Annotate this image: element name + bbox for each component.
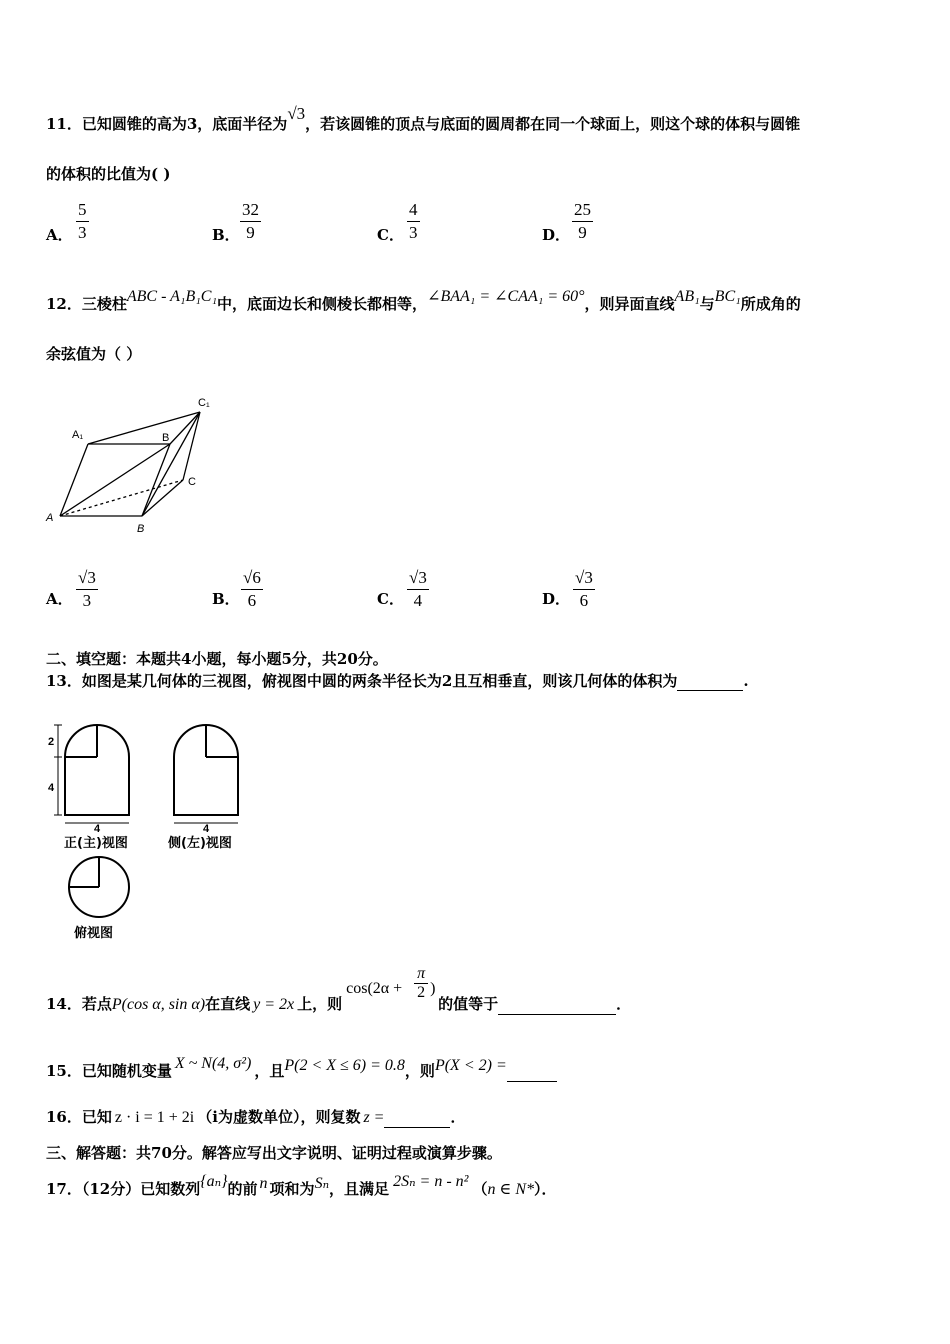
q14-line (46, 965, 632, 1015)
q12-option-b: B． (212, 590, 240, 608)
q17-equation: 2Sₙ = n - n² (393, 1173, 469, 1190)
q15-text-a: 15．已知随机变量 (46, 1062, 172, 1080)
q15-prob2: P(X < 2) = (434, 1057, 507, 1074)
q12-option-d-frac: $\frac{√3}{6}$ (575, 568, 593, 610)
q12-option-a-frac: $\frac{√3}{3}$ (78, 568, 96, 610)
q14-expression: cos(2α + π 2 ) (346, 965, 436, 1001)
q12-mid1: 中，底面边长和侧棱长都相等， (217, 295, 428, 313)
q14-end: ． (616, 995, 632, 1013)
side-view-caption: 侧(左)视图 (168, 836, 232, 851)
q17-text-e: （ (472, 1180, 488, 1198)
q13-end: . (743, 672, 749, 690)
q16-end: ． (450, 1108, 466, 1126)
q14-line-eq: y = 2x (253, 996, 295, 1013)
q11-option-a: A． (46, 226, 73, 244)
q11-option-c-frac: $\frac{4}{3}$ (409, 200, 418, 242)
q11-option-d-frac: $\frac{25}{9}$ (574, 200, 591, 242)
q11-option-c: C． (377, 226, 404, 244)
q11-option-b: B． (212, 226, 240, 244)
q14-text-a: 14．若点 (46, 995, 112, 1013)
dim-label-4-front: 4 (94, 823, 101, 835)
q12-mid2: ，则异面直线 (584, 295, 675, 313)
q15-distribution: X ~ N(4, σ²) (174, 1055, 252, 1072)
dim-label-4-side: 4 (203, 823, 210, 835)
three-view-figure (44, 715, 254, 945)
q15-text-b: ，且 (254, 1062, 285, 1080)
q13-text: 13．如图是某几何体的三视图，俯视图中圆的两条半径长为2且互相垂直，则该几何体的体积为 (46, 672, 678, 690)
q14-text-c: 上，则 (297, 995, 343, 1013)
q12-angle: ∠BAA₁ = ∠CAA₁ = 60° (427, 288, 585, 305)
q14-text-d: 的值等于 (438, 995, 499, 1013)
q12-ab1: AB₁ (674, 288, 700, 305)
q12-line1 (46, 288, 801, 315)
q11-option-d: D． (542, 226, 571, 244)
section-fill-in-heading: 二、填空题：本题共4小题，每小题5分，共20分。 (46, 650, 388, 668)
q11-text-a: 11．已知圆锥的高为3，底面半径为 (46, 115, 288, 133)
prism-label-a: A (46, 512, 54, 524)
q17-condition: n ∈ N* (487, 1181, 534, 1198)
q12-bc1: BC₁ (714, 288, 741, 305)
q11-option-b-frac: $\frac{32}{9}$ (242, 200, 259, 242)
q12-mid3: 与 (699, 295, 715, 313)
q12-option-c-frac: $\frac{√3}{4}$ (409, 568, 427, 610)
q16-text-b: （i为虚数单位），则复数 (197, 1108, 361, 1126)
q12-suffix: 所成角的 (740, 295, 801, 313)
q17-n: n (259, 1175, 268, 1192)
q17-sn: Sₙ (314, 1175, 330, 1192)
q17-text-f: ）． (534, 1180, 557, 1198)
q12-prefix: 12．三棱柱 (46, 295, 127, 313)
section-solve-heading: 三、解答题：共70分。解答应写出文字说明、证明过程或演算步骤。 (46, 1144, 502, 1162)
q17-text-d: ，且满足 (329, 1180, 390, 1198)
prism-label-a1: A₁ (72, 429, 84, 441)
q12-option-a: A． (46, 590, 73, 608)
q15-text-c: ，则 (404, 1062, 435, 1080)
q17-line (46, 1173, 557, 1200)
prism-label-c1: C₁ (198, 397, 210, 409)
q16-text-a: 16．已知 (46, 1108, 112, 1126)
q15-prob1: P(2 < X ≤ 6) = 0.8 (284, 1057, 405, 1074)
front-view-caption: 正(主)视图 (64, 836, 128, 851)
q16-answer-blank[interactable] (384, 1111, 450, 1128)
q11-line2: 的体积的比值为( ) (46, 165, 171, 183)
q15-answer-blank[interactable] (507, 1065, 557, 1082)
prism-label-b: B (137, 523, 145, 535)
q11-text-b: ，若该圆锥的顶点与底面的圆周都在同一个球面上，则这个球的体积与圆锥 (305, 115, 801, 133)
q16-line (46, 1107, 466, 1128)
prism-label-c: C (188, 476, 196, 488)
q17-sequence: {aₙ} (200, 1173, 228, 1190)
q11-line1 (46, 104, 801, 134)
q14-answer-blank[interactable] (498, 998, 616, 1015)
q16-z: z = (363, 1109, 385, 1126)
dim-label-2: 2 (48, 736, 55, 748)
q11-sqrt3: √3 (287, 104, 306, 123)
q11-option-a-frac: $\frac{5}{3}$ (78, 200, 87, 242)
q13-line (46, 671, 749, 691)
q14-point: P(cos α, sin α) (111, 996, 206, 1013)
q12-option-c: C． (377, 590, 404, 608)
prism-label-b-top: B (162, 432, 170, 444)
q17-text-c: 项和为 (269, 1180, 315, 1198)
q17-text-b: 的前 (227, 1180, 258, 1198)
top-view-caption: 俯视图 (74, 926, 114, 941)
q12-option-d: D． (542, 590, 571, 608)
dim-label-4-height: 4 (48, 782, 55, 794)
q12-prism: ABC - A₁B₁C₁ (126, 288, 218, 305)
q12-option-b-frac: $\frac{√6}{6}$ (243, 568, 261, 610)
q13-answer-blank[interactable] (677, 674, 743, 691)
q12-line2: 余弦值为（ ） (46, 345, 142, 363)
prism-figure (40, 390, 230, 540)
q14-text-b: 在直线 (205, 995, 251, 1013)
q16-equation: z · i = 1 + 2i (114, 1109, 195, 1126)
q17-text-a: 17．（12分）已知数列 (46, 1180, 201, 1198)
q15-line (46, 1055, 557, 1082)
